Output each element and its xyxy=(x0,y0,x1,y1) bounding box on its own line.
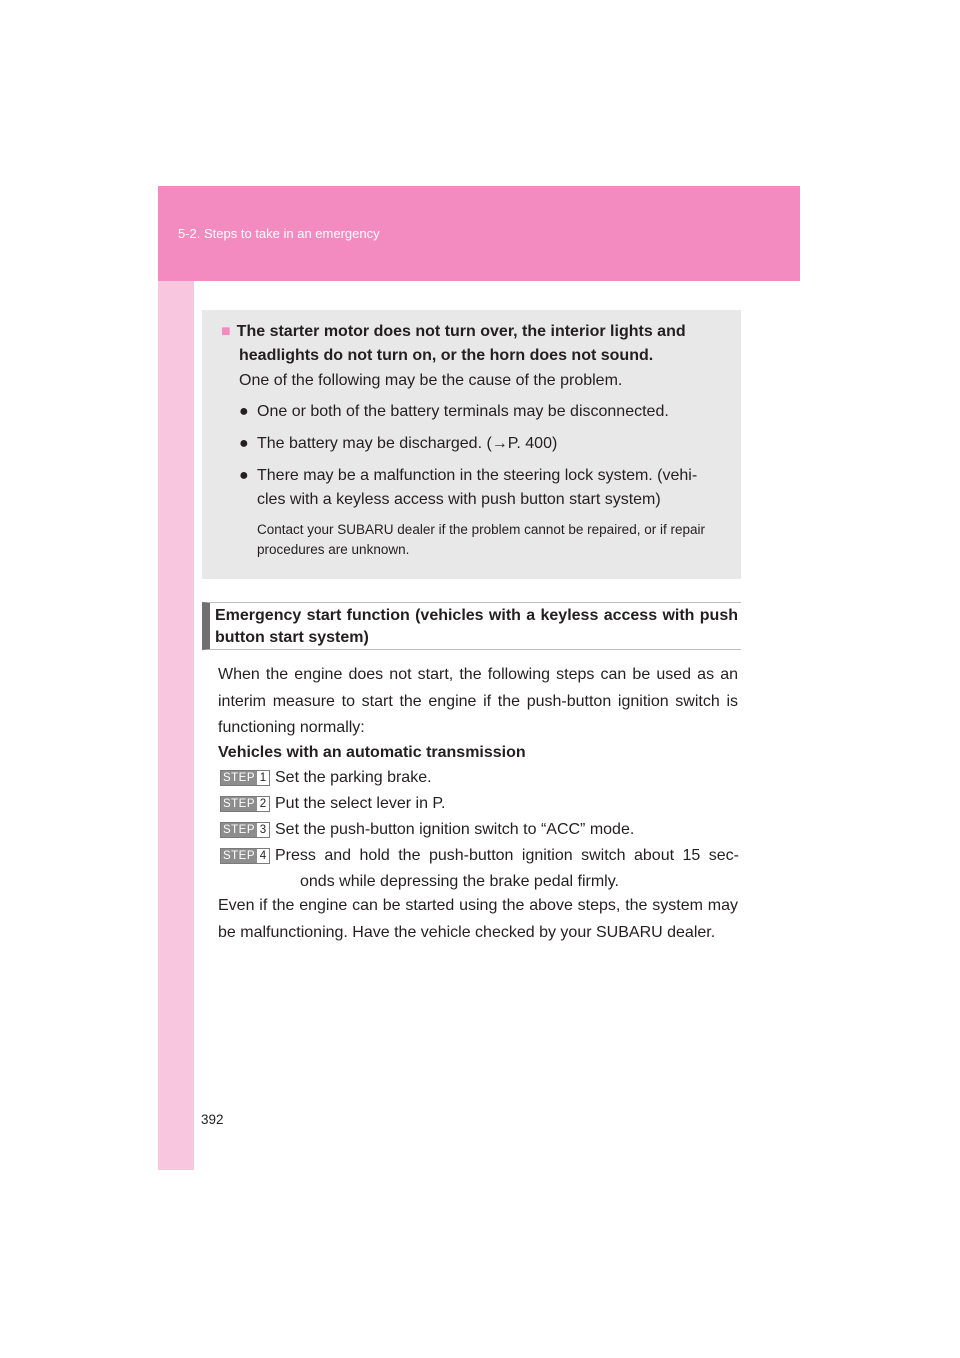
chapter-header-title: 5-2. Steps to take in an emergency xyxy=(178,226,380,241)
note-bullet-1: One or both of the battery terminals may be disconnected. xyxy=(257,403,669,420)
step-badge-3: STEP 3 xyxy=(220,822,270,838)
note-bullet-3: There may be a malfunction in the steering lock system. (vehi- xyxy=(257,467,698,484)
section-heading: Emergency start function (vehicles with a keyless access with push button start system) xyxy=(215,607,738,646)
note-bullet-2: The battery may be discharged. (→P. 400) xyxy=(257,435,558,452)
note-title-line-2: headlights do not turn on, or the horn does not sound. xyxy=(239,347,654,364)
bullet-dot-icon: ● xyxy=(239,403,249,420)
step-1-text: Set the parking brake. xyxy=(275,769,432,786)
step-3-text: Set the push-button ignition switch to “ACC” mode. xyxy=(275,821,635,838)
page-number: 392 xyxy=(201,1112,224,1127)
bullet-dot-icon: ● xyxy=(239,467,249,484)
note-title-line-1: The starter motor does not turn over, the interior lights and xyxy=(236,323,686,340)
note-intro: One of the following may be the cause of the problem. xyxy=(239,372,623,389)
section-intro: When the engine does not start, the following steps can be used as an interim measure to start the engine if the push-button ignition switch is functioning normally: xyxy=(218,666,738,736)
subheading-automatic: Vehicles with an automatic transmission xyxy=(218,744,526,761)
step-badge-2: STEP 2 xyxy=(220,796,270,812)
closing-paragraph: Even if the engine can be started using the above steps, the system may be malfunctioning. Have the vehicle checked by your SUBARU dealer. xyxy=(218,897,738,941)
step-4-text: Press and hold the push-button ignition switch about 15 sec- xyxy=(275,847,739,864)
step-4-text-cont: onds while depressing the brake pedal firmly. xyxy=(300,873,619,890)
step-badge-4: STEP 4 xyxy=(220,848,270,864)
note-bullet-3-cont: cles with a keyless access with push button start system) xyxy=(257,491,661,508)
square-bullet-icon: ■ xyxy=(221,323,231,340)
step-badge-1: STEP 1 xyxy=(220,770,270,786)
bullet-dot-icon: ● xyxy=(239,435,249,452)
step-2-text: Put the select lever in P. xyxy=(275,795,446,812)
page-side-strip xyxy=(158,186,194,1170)
note-box-title xyxy=(221,320,721,368)
contact-dealer-note: Contact your SUBARU dealer if the problem cannot be repaired, or if repair procedures are unknown. xyxy=(257,522,705,557)
